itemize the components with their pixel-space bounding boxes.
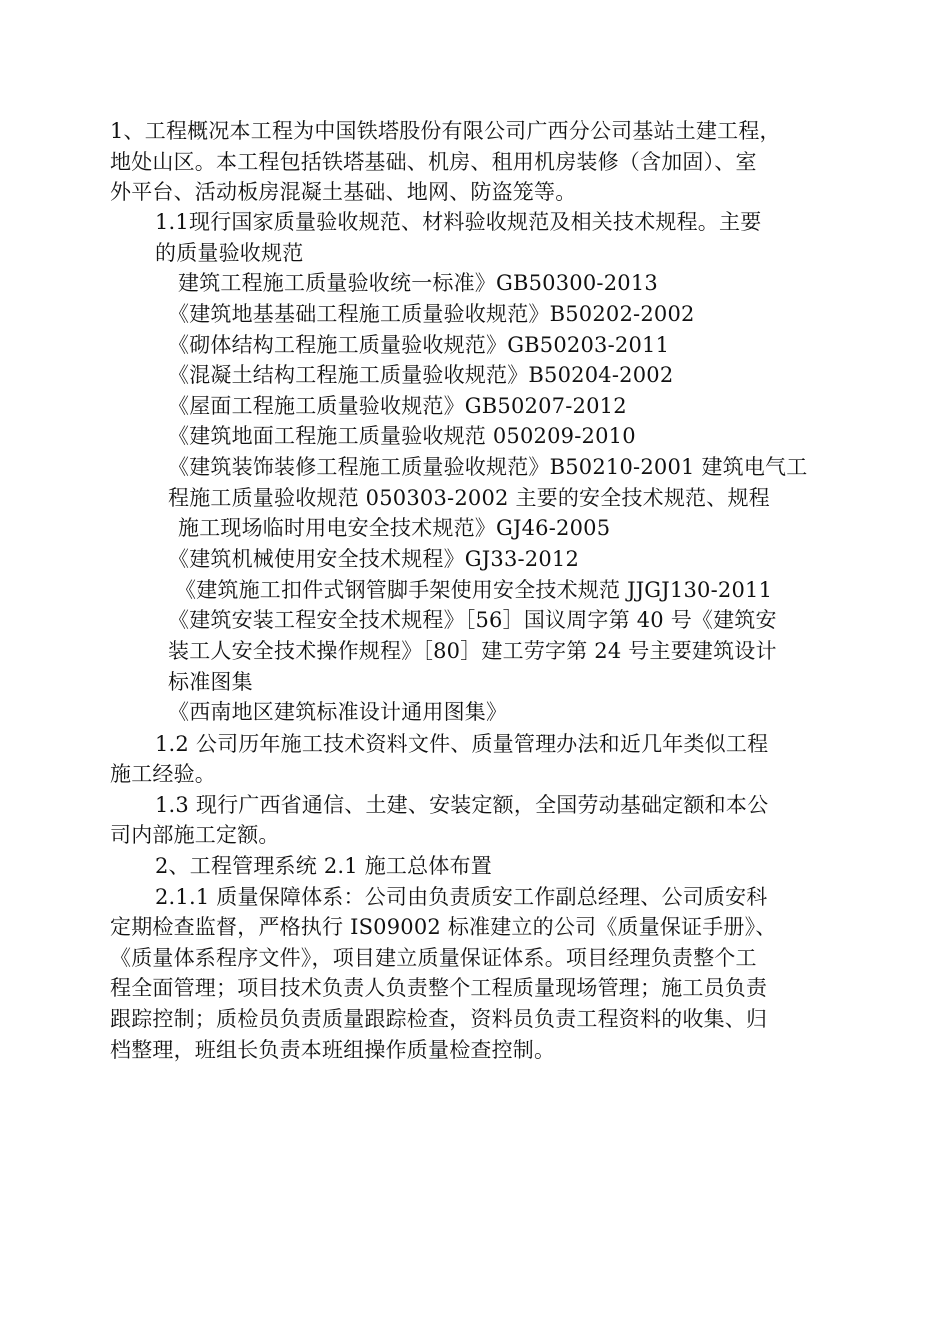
text-line: 档整理，班组长负责本班组操作质量检查控制。 bbox=[110, 1038, 556, 1062]
text-line: 施工经验。 bbox=[110, 762, 216, 786]
text-line: 1.2 公司历年施工技术资料文件、质量管理办法和近几年类似工程 bbox=[155, 732, 769, 756]
text-line: 1.3 现行广西省通信、土建、安装定额，全国劳动基础定额和本公 bbox=[155, 793, 769, 817]
text-line: 的质量验收规范 bbox=[155, 241, 304, 265]
text-line: 2、工程管理系统 2.1 施工总体布置 bbox=[155, 854, 492, 878]
text-line: 司内部施工定额。 bbox=[110, 823, 280, 847]
text-line: 《建筑安装工程安全技术规程》［56］国议周字第 40 号《建筑安 bbox=[168, 608, 777, 632]
text-line: 标准图集 bbox=[168, 670, 253, 694]
text-line: 定期检查监督，严格执行 IS09002 标准建立的公司《质量保证手册》、 bbox=[110, 915, 777, 939]
text-line: 《砌体结构工程施工质量验收规范》GB50203-2011 bbox=[168, 333, 670, 357]
text-line: 跟踪控制；质检员负责质量跟踪检查，资料员负责工程资料的收集、归 bbox=[110, 1007, 768, 1031]
text-line: 装工人安全技术操作规程》［80］建工劳字第 24 号主要建筑设计 bbox=[168, 639, 777, 663]
text-line: 地处山区。本工程包括铁塔基础、机房、租用机房装修（含加固）、室 bbox=[110, 150, 757, 174]
text-line: 《建筑施工扣件式钢管脚手架使用安全技术规范 JJGJ130-2011 bbox=[175, 578, 773, 602]
text-line: 施工现场临时用电安全技术规范》GJ46-2005 bbox=[178, 516, 611, 540]
text-line: 《建筑机械使用安全技术规程》GJ33-2012 bbox=[168, 547, 580, 571]
text-line: 《建筑地面工程施工质量验收规范 050209-2010 bbox=[168, 424, 636, 448]
text-line: 程施工质量验收规范 050303-2002 主要的安全技术规范、规程 bbox=[168, 486, 770, 510]
text-line: 2.1.1 质量保障体系：公司由负责质安工作副总经理、公司质安科 bbox=[155, 885, 768, 909]
text-line: 1、工程概况本工程为中国铁塔股份有限公司广西分公司基站土建工程， bbox=[110, 119, 781, 143]
text-line: 1.1现行国家质量验收规范、材料验收规范及相关技术规程。主要 bbox=[155, 210, 762, 234]
text-line: 《混凝土结构工程施工质量验收规范》B50204-2002 bbox=[168, 363, 674, 387]
text-line: 《西南地区建筑标准设计通用图集》 bbox=[168, 700, 508, 724]
text-line: 外平台、活动板房混凝土基础、地网、防盗笼等。 bbox=[110, 180, 577, 204]
text-line: 《建筑地基基础工程施工质量验收规范》B50202-2002 bbox=[168, 302, 695, 326]
text-line: 《质量体系程序文件》，项目建立质量保证体系。项目经理负责整个工 bbox=[110, 946, 757, 970]
text-line: 《屋面工程施工质量验收规范》GB50207-2012 bbox=[168, 394, 627, 418]
text-line: 程全面管理；项目技术负责人负责整个工程质量现场管理；施工员负责 bbox=[110, 976, 768, 1000]
text-line: 《建筑装饰装修工程施工质量验收规范》B50210-2001 建筑电气工 bbox=[168, 455, 808, 479]
text-line: 建筑工程施工质量验收统一标准》GB50300-2013 bbox=[178, 271, 658, 295]
